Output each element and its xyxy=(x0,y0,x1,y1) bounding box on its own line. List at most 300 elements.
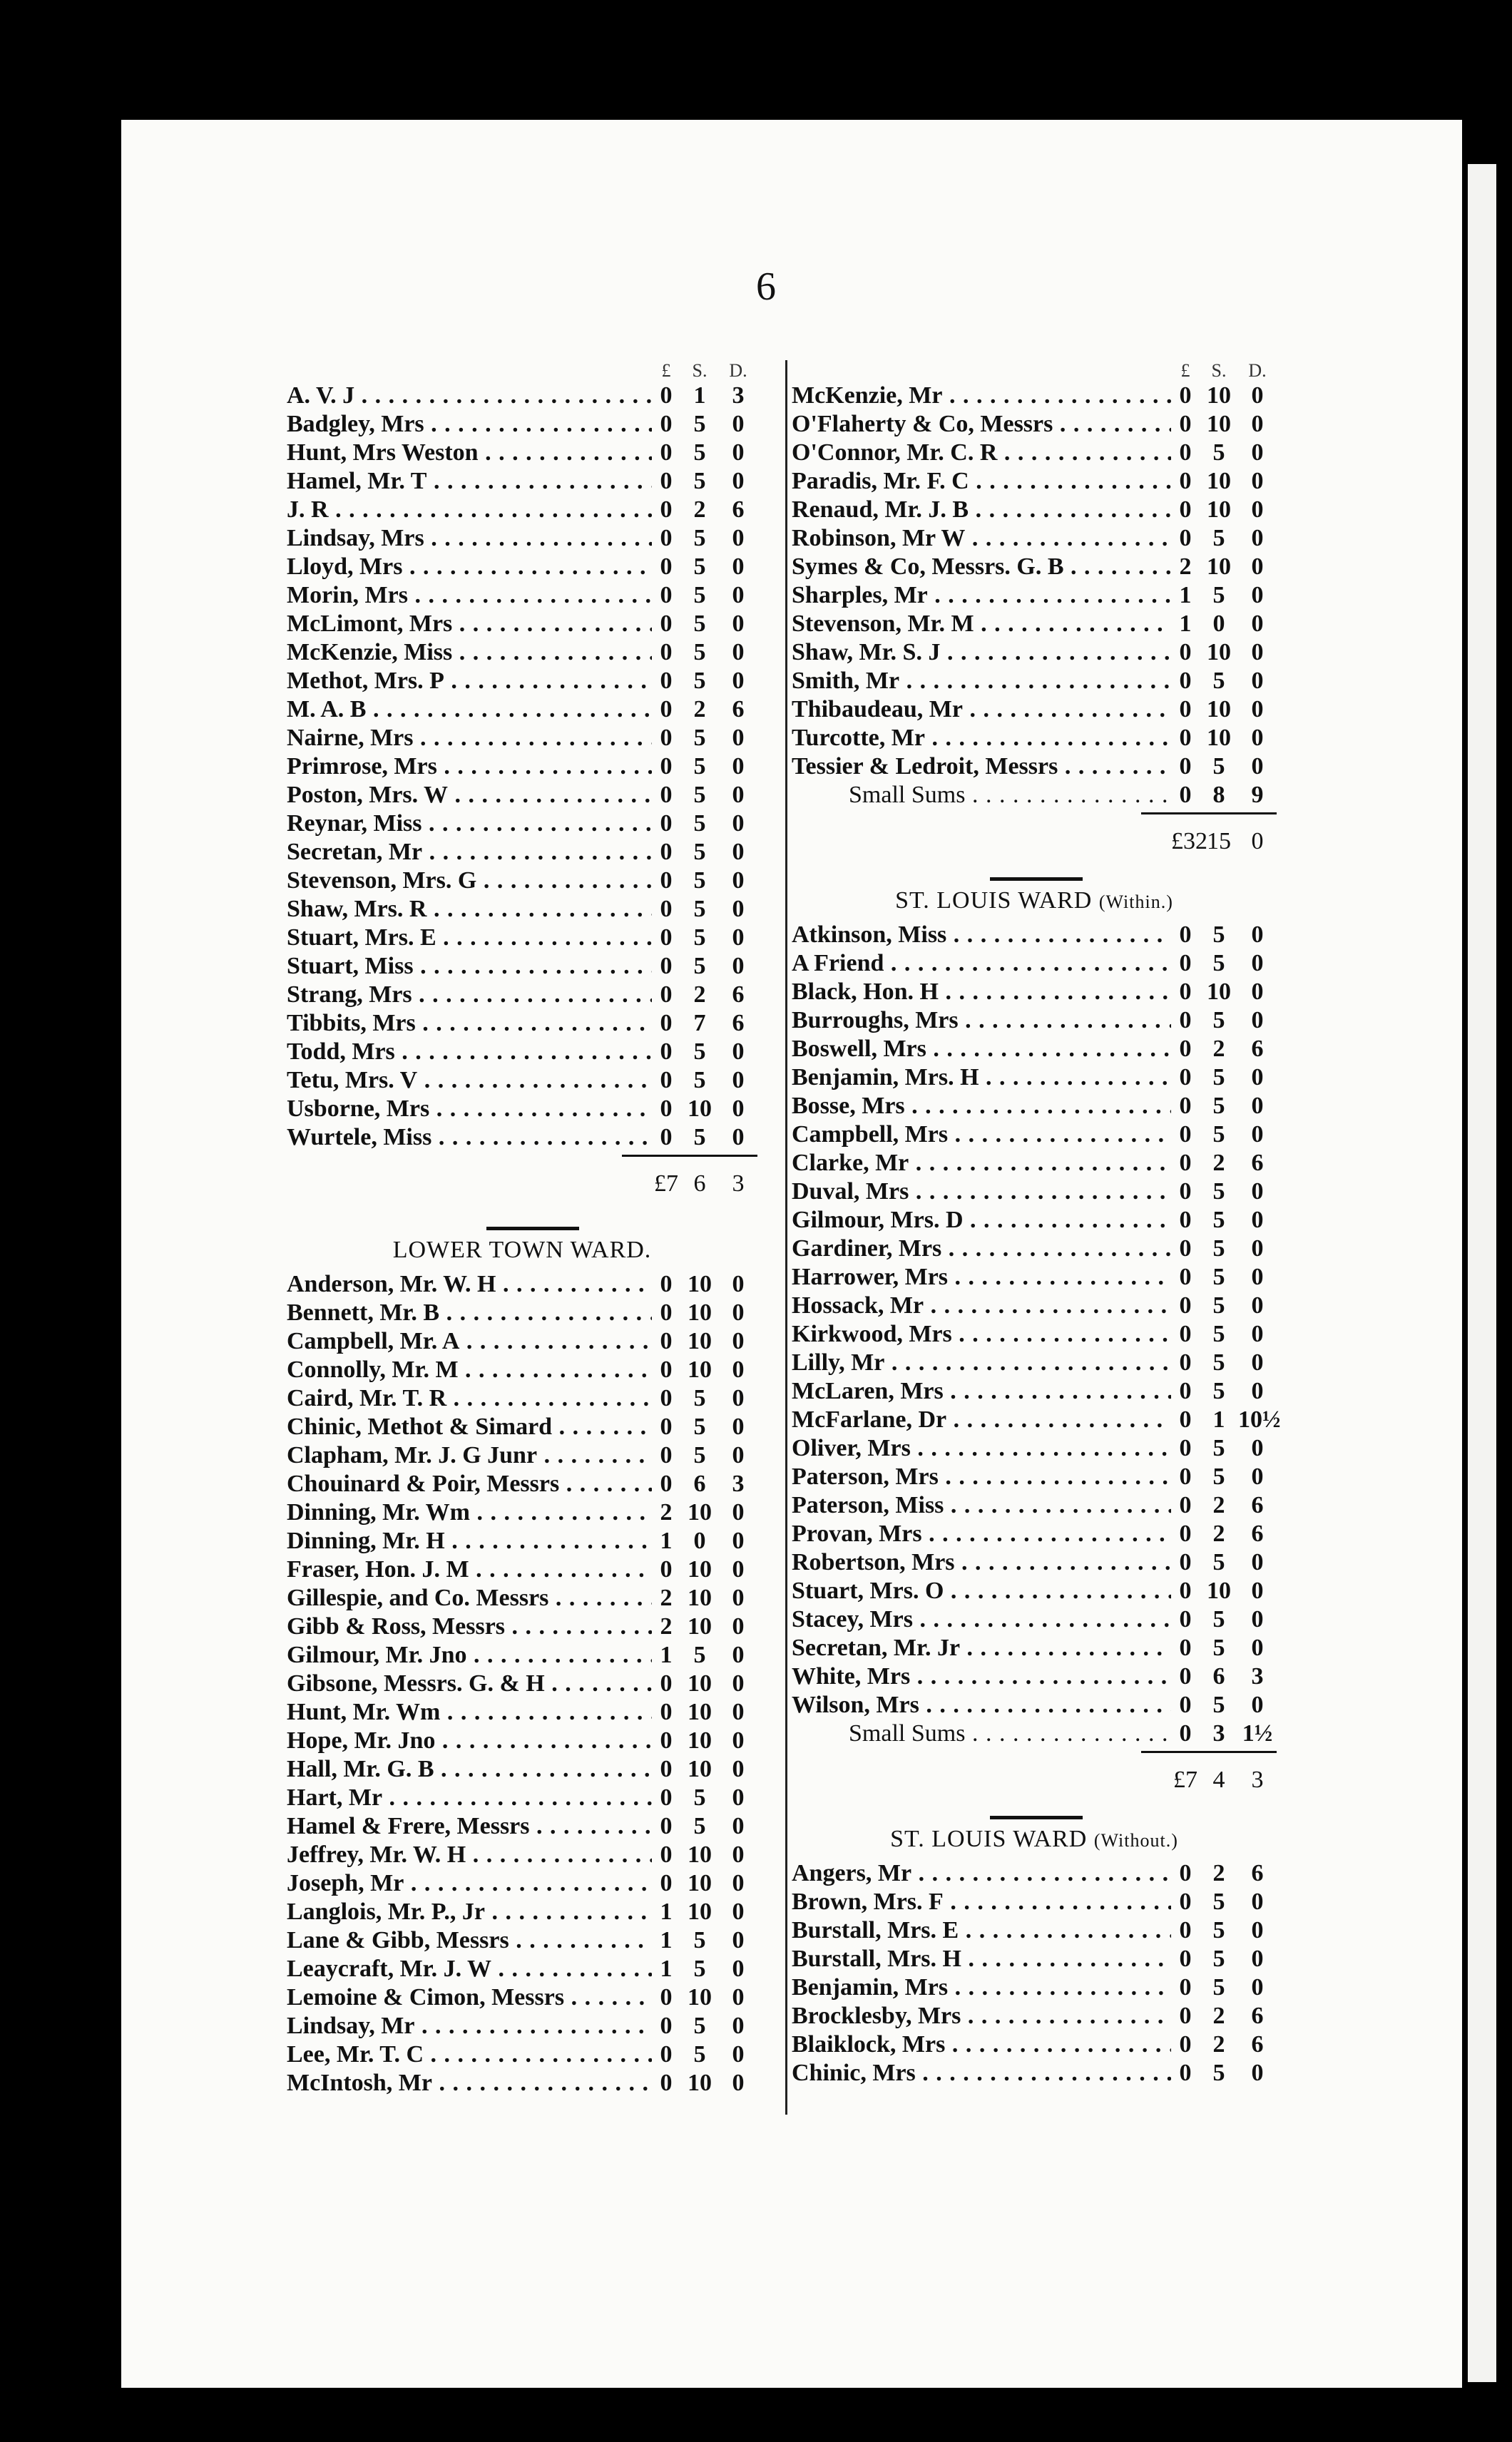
amount-shillings: 2 xyxy=(1212,1150,1225,1176)
subscriber-row xyxy=(287,1356,757,1384)
right-total-row xyxy=(792,827,1277,856)
amount-shillings: 5 xyxy=(693,2013,706,2039)
amount-shillings: 5 xyxy=(693,896,706,922)
amount-pence: 0 xyxy=(1251,1378,1264,1404)
subscriber-name: Paterson, Mrs . . . xyxy=(792,1463,1171,1491)
subscriber-row xyxy=(287,410,757,439)
amount-shillings: 2 xyxy=(1212,2031,1225,2058)
amount-pounds: 0 xyxy=(660,1471,673,1497)
amount-pounds: 0 xyxy=(660,553,673,580)
subscriber-name: Hunt, Mr. Wm . . . xyxy=(287,1698,652,1727)
subscriber-row xyxy=(792,1377,1277,1406)
subscriber-name: Leaycraft, Mr. J. W . . . xyxy=(287,1955,652,1983)
amount-pence: 0 xyxy=(1251,1889,1264,1915)
subscriber-row xyxy=(287,439,757,467)
amount-shillings: 10 xyxy=(1207,725,1231,751)
subscriber-name: Gardiner, Mrs . . . xyxy=(792,1235,1171,1263)
amount-pence: 0 xyxy=(1251,1321,1264,1347)
amount-shillings: 5 xyxy=(693,439,706,466)
amount-shillings: 5 xyxy=(693,725,706,751)
subscriber-name: Atkinson, Miss . . . xyxy=(792,921,1171,949)
small-sums-row xyxy=(792,1720,1277,1748)
amount-pounds: 0 xyxy=(1179,1406,1192,1433)
amount-shillings: 2 xyxy=(1212,1521,1225,1547)
subscriber-row xyxy=(792,1092,1277,1120)
subscriber-name: Hamel & Frere, Messrs . . . xyxy=(287,1812,652,1841)
amount-shillings: 8 xyxy=(1212,782,1225,808)
amount-shillings: 5 xyxy=(1212,1917,1225,1943)
subscriber-row xyxy=(287,553,757,581)
amount-shillings: 5 xyxy=(693,782,706,808)
amount-shillings: 5 xyxy=(693,1956,706,1982)
amount-pence: 0 xyxy=(732,1528,745,1554)
st-louis-without-title xyxy=(792,1819,1277,1859)
amount-pence: 0 xyxy=(732,1813,745,1839)
amount-pounds: 0 xyxy=(1179,382,1192,409)
amount-pence: 0 xyxy=(1251,2060,1264,2086)
amount-pence: 0 xyxy=(732,782,745,808)
subscriber-row xyxy=(792,524,1277,553)
amount-shillings: 0 xyxy=(1212,610,1225,637)
subscriber-name: Paterson, Miss . . . xyxy=(792,1491,1171,1520)
amount-shillings: 5 xyxy=(693,668,706,694)
subscriber-name: O'Connor, Mr. C. R . . . xyxy=(792,439,1171,467)
subscriber-row xyxy=(287,1441,757,1470)
subscriber-row xyxy=(792,1406,1281,1434)
subscriber-row xyxy=(287,1270,757,1299)
amount-shillings: 7 xyxy=(693,1010,706,1036)
amount-pounds: 0 xyxy=(1179,696,1192,722)
subscriber-row xyxy=(287,809,757,838)
subscriber-name: Secretan, Mr . . . xyxy=(287,838,652,867)
subscriber-row xyxy=(287,467,757,496)
amount-pounds: 1 xyxy=(1179,582,1192,608)
subscriber-name: Hall, Mr. G. B . . . xyxy=(287,1755,652,1784)
amount-pounds: 0 xyxy=(660,1813,673,1839)
subscriber-row xyxy=(287,1327,757,1356)
amount-pounds: 0 xyxy=(1179,921,1192,948)
amount-shillings: 5 xyxy=(1212,1292,1225,1319)
amount-shillings: 2 xyxy=(693,496,706,523)
subscriber-name: Lindsay, Mr . . . xyxy=(287,2012,652,2040)
amount-shillings: 6 xyxy=(1212,1663,1225,1690)
subscriber-row xyxy=(792,1945,1277,1973)
subscriber-name: Chouinard & Poir, Messrs . . . xyxy=(287,1470,652,1498)
shillings-header: S. xyxy=(1211,360,1227,381)
subscriber-row xyxy=(792,467,1277,496)
amount-shillings: 6 xyxy=(693,1471,706,1497)
amount-pounds: 0 xyxy=(660,1385,673,1411)
amount-shillings: 5 xyxy=(693,1442,706,1468)
amount-pence: 6 xyxy=(732,696,745,722)
amount-shillings: 5 xyxy=(1212,1946,1225,1972)
amount-shillings: 10 xyxy=(1207,1578,1231,1604)
amount-pounds: 0 xyxy=(660,525,673,551)
amount-pounds: 0 xyxy=(660,696,673,722)
amount-shillings: 5 xyxy=(1212,1378,1225,1404)
amount-shillings: 10 xyxy=(688,1670,712,1697)
amount-shillings: 10 xyxy=(688,1499,712,1526)
subscriber-name: Oliver, Mrs . . . xyxy=(792,1434,1171,1463)
subscriber-row xyxy=(287,1955,757,1983)
amount-pence: 0 xyxy=(732,1414,745,1440)
section-title-text: ST. LOUIS WARD xyxy=(895,887,1093,914)
amount-pence: 6 xyxy=(732,981,745,1008)
amount-pounds: 0 xyxy=(660,1784,673,1811)
subscriber-name: Stevenson, Mr. M . . . xyxy=(792,610,1171,638)
subscriber-name: A Friend . . . xyxy=(792,949,1171,978)
amount-pence: 0 xyxy=(732,839,745,865)
currency-header xyxy=(792,360,1277,382)
amount-shillings: 10 xyxy=(688,1870,712,1896)
subscriber-name: Chinic, Methot & Simard . . . xyxy=(287,1413,652,1441)
subscriber-name: Angers, Mr . . . xyxy=(792,1859,1171,1888)
subscriber-name: Lilly, Mr . . . xyxy=(792,1349,1171,1377)
amount-pounds: 0 xyxy=(1179,1635,1192,1661)
amount-pounds: 0 xyxy=(660,1299,673,1326)
amount-pence: 0 xyxy=(1251,1946,1264,1972)
amount-pence: 0 xyxy=(1251,1578,1264,1604)
amount-pounds: 0 xyxy=(660,439,673,466)
amount-shillings: 5 xyxy=(693,1784,706,1811)
subscriber-row xyxy=(287,1784,757,1812)
amount-pounds: 0 xyxy=(1179,1663,1192,1690)
subscriber-row xyxy=(792,1235,1277,1263)
subscriber-name: Benjamin, Mrs . . . xyxy=(792,1973,1171,2002)
subscriber-name: Primrose, Mrs . . . xyxy=(287,752,652,781)
amount-pounds: 0 xyxy=(1179,1121,1192,1148)
amount-pence: 0 xyxy=(1251,921,1264,948)
subscriber-row xyxy=(287,1555,757,1584)
amount-pence: 0 xyxy=(1251,1207,1264,1233)
amount-pence: 0 xyxy=(732,525,745,551)
amount-shillings: 5 xyxy=(1212,582,1225,608)
amount-pounds: 0 xyxy=(1179,525,1192,551)
subscriber-row xyxy=(792,553,1277,581)
amount-pence: 0 xyxy=(1251,468,1264,494)
subscriber-row xyxy=(287,1983,757,2012)
amount-pounds: 0 xyxy=(1179,496,1192,523)
amount-shillings: 0 xyxy=(693,1528,706,1554)
amount-pence: 0 xyxy=(732,896,745,922)
amount-pounds: 0 xyxy=(660,1010,673,1036)
amount-shillings: 2 xyxy=(1212,1036,1225,1062)
subscriber-name: Hope, Mr. Jno . . . xyxy=(287,1727,652,1755)
subscriber-row xyxy=(287,838,757,867)
amount-shillings: 5 xyxy=(1212,1207,1225,1233)
amount-shillings: 5 xyxy=(1212,1264,1225,1290)
amount-pounds: 0 xyxy=(1179,1235,1192,1262)
subscriber-row xyxy=(287,1670,757,1698)
amount-pounds: 0 xyxy=(1179,1093,1192,1119)
amount-shillings: 10 xyxy=(1207,553,1231,580)
amount-pence: 0 xyxy=(1251,1463,1264,1490)
amount-pence: 0 xyxy=(732,1613,745,1640)
subscriber-name: Gibb & Ross, Messrs . . . xyxy=(287,1613,652,1641)
subscriber-row xyxy=(792,1520,1277,1548)
amount-pounds: 0 xyxy=(660,1556,673,1583)
amount-pence: 0 xyxy=(1251,1692,1264,1718)
amount-shillings: 10 xyxy=(1207,382,1231,409)
amount-pounds: 2 xyxy=(660,1499,673,1526)
subscriber-name: McLaren, Mrs . . . xyxy=(792,1377,1171,1406)
amount-pence: 6 xyxy=(1251,1521,1264,1547)
subscriber-row xyxy=(792,1577,1277,1605)
subscriber-name: Lindsay, Mrs . . . xyxy=(287,524,652,553)
subscriber-row xyxy=(287,1613,757,1641)
subscriber-name: Fraser, Hon. J. M . . . xyxy=(287,1555,652,1584)
amount-shillings: 5 xyxy=(693,1038,706,1065)
amount-shillings: 10 xyxy=(1207,468,1231,494)
subscriber-row xyxy=(792,1888,1277,1916)
subscriber-row xyxy=(287,1527,757,1555)
amount-pence: 0 xyxy=(732,1927,745,1953)
left-total-row xyxy=(287,1170,757,1198)
subscriber-row xyxy=(287,1066,757,1095)
amount-shillings: 5 xyxy=(693,1927,706,1953)
amount-pounds: 1 xyxy=(1179,610,1192,637)
subscriber-row xyxy=(287,924,757,952)
amount-shillings: 5 xyxy=(1212,1435,1225,1461)
amount-pounds: 1 xyxy=(660,1927,673,1953)
amount-shillings: 10 xyxy=(688,1328,712,1354)
amount-pence: 0 xyxy=(732,468,745,494)
amount-pence: 0 xyxy=(732,1556,745,1583)
amount-pounds: 0 xyxy=(1179,1178,1192,1205)
amount-pounds: 0 xyxy=(1179,1917,1192,1943)
amount-pounds: 0 xyxy=(1179,950,1192,976)
amount-pence: 0 xyxy=(732,1841,745,1868)
page-edge xyxy=(1468,164,1496,2382)
amount-shillings: 2 xyxy=(693,981,706,1008)
subscriber-row xyxy=(792,2059,1277,2088)
amount-pence: 0 xyxy=(732,1299,745,1326)
subscriber-row xyxy=(792,2030,1277,2059)
subscriber-name: Caird, Mr. T. R . . . xyxy=(287,1384,652,1413)
amount-pence: 0 xyxy=(732,1699,745,1725)
amount-pounds: 0 xyxy=(1179,468,1192,494)
amount-shillings: 5 xyxy=(1212,1692,1225,1718)
amount-pence: 0 xyxy=(1251,668,1264,694)
amount-pence: 0 xyxy=(1251,439,1264,466)
subscriber-name: Stuart, Miss . . . xyxy=(287,952,652,981)
subscriber-name: Smith, Mr . . . xyxy=(792,667,1171,695)
amount-pounds: 0 xyxy=(660,1067,673,1093)
subscriber-name: Symes & Co, Messrs. G. B . . . xyxy=(792,553,1171,581)
amount-pounds: 0 xyxy=(1179,1435,1192,1461)
amount-pounds: 0 xyxy=(660,867,673,894)
amount-pence: 0 xyxy=(1251,1235,1264,1262)
subscriber-row xyxy=(792,410,1277,439)
amount-pence: 0 xyxy=(1251,1435,1264,1461)
subscriber-row xyxy=(792,1177,1277,1206)
total-pence: 0 xyxy=(1251,828,1264,854)
amount-shillings: 5 xyxy=(1212,1635,1225,1661)
amount-shillings: 5 xyxy=(693,753,706,780)
amount-pence: 6 xyxy=(732,1010,745,1036)
subscriber-row xyxy=(792,1548,1277,1577)
amount-pence: 0 xyxy=(1251,1292,1264,1319)
amount-shillings: 5 xyxy=(1212,1064,1225,1090)
amount-pounds: 0 xyxy=(1179,1064,1192,1090)
amount-pounds: 0 xyxy=(1179,1521,1192,1547)
amount-pounds: 0 xyxy=(1179,1889,1192,1915)
amount-pounds: 0 xyxy=(1179,753,1192,780)
small-sums-label: Small Sums . . . xyxy=(849,1720,1171,1748)
amount-shillings: 5 xyxy=(1212,1606,1225,1633)
total-shillings: 6 xyxy=(693,1170,706,1197)
amount-pounds: 0 xyxy=(660,1727,673,1754)
amount-shillings: 5 xyxy=(693,553,706,580)
small-sums-label: Small Sums . . . xyxy=(849,781,1171,809)
amount-pence: 0 xyxy=(732,2013,745,2039)
amount-pence: 0 xyxy=(1251,1635,1264,1661)
subscriber-row xyxy=(792,978,1277,1006)
amount-pence: 0 xyxy=(732,1124,745,1150)
subscriber-name: Kirkwood, Mrs . . . xyxy=(792,1320,1171,1349)
amount-pounds: 0 xyxy=(1179,1578,1192,1604)
subscriber-row xyxy=(287,867,757,895)
amount-pounds: 0 xyxy=(660,1271,673,1297)
subscriber-row xyxy=(792,1605,1277,1634)
subscriber-name: Renaud, Mr. J. B . . . xyxy=(792,496,1171,524)
subscriber-name: Dinning, Mr. H . . . xyxy=(287,1527,652,1555)
total-rule xyxy=(622,1155,757,1157)
amount-pounds: 0 xyxy=(1179,1378,1192,1404)
amount-pounds: 0 xyxy=(660,1414,673,1440)
amount-shillings: 10 xyxy=(688,1727,712,1754)
subscriber-name: Methot, Mrs. P . . . xyxy=(287,667,652,695)
amount-pounds: 0 xyxy=(1179,1036,1192,1062)
amount-pounds: 0 xyxy=(660,1038,673,1065)
subscriber-name: Wurtele, Miss . . . xyxy=(287,1123,652,1152)
subscriber-name: Jeffrey, Mr. W. H . . . xyxy=(287,1841,652,1869)
section-title-text: ST. LOUIS WARD xyxy=(890,1826,1088,1852)
right-column xyxy=(792,360,1281,2088)
amount-pence: 0 xyxy=(1251,753,1264,780)
amount-pence: 6 xyxy=(1251,1150,1264,1176)
subscriber-name: Robertson, Mrs . . . xyxy=(792,1548,1171,1577)
subscriber-row xyxy=(287,1869,757,1898)
amount-pence: 0 xyxy=(732,2070,745,2096)
subscriber-row xyxy=(792,1206,1277,1235)
subscriber-row xyxy=(287,524,757,553)
amount-pence: 0 xyxy=(732,1984,745,2011)
amount-pounds: 0 xyxy=(660,1124,673,1150)
amount-pounds: 0 xyxy=(660,753,673,780)
amount-pence: 0 xyxy=(1251,411,1264,437)
amount-pence: 0 xyxy=(1251,382,1264,409)
amount-shillings: 5 xyxy=(693,1642,706,1668)
subscriber-name: M. A. B . . . xyxy=(287,695,652,724)
amount-shillings: 10 xyxy=(1207,979,1231,1005)
subscriber-name: Joseph, Mr . . . xyxy=(287,1869,652,1898)
amount-pence: 0 xyxy=(1251,639,1264,665)
amount-pence: 3 xyxy=(1251,1663,1264,1690)
subscriber-name: Hamel, Mr. T . . . xyxy=(287,467,652,496)
amount-pence: 0 xyxy=(732,1385,745,1411)
amount-pence: 0 xyxy=(732,439,745,466)
subscriber-row xyxy=(792,1491,1277,1520)
subscriber-row xyxy=(792,581,1277,610)
subscriber-name: Campbell, Mr. A . . . xyxy=(287,1327,652,1356)
amount-shillings: 5 xyxy=(693,953,706,979)
amount-shillings: 2 xyxy=(1212,1860,1225,1886)
amount-pence: 0 xyxy=(732,1670,745,1697)
subscriber-name: Langlois, Mr. P., Jr . . . xyxy=(287,1898,652,1926)
subscriber-name: Tessier & Ledroit, Messrs . . . xyxy=(792,752,1171,781)
amount-shillings: 10 xyxy=(688,1271,712,1297)
subscriber-row xyxy=(287,581,757,610)
subscriber-row xyxy=(287,1299,757,1327)
amount-pence: 0 xyxy=(732,1499,745,1526)
amount-pounds: 0 xyxy=(660,468,673,494)
amount-shillings: 5 xyxy=(693,582,706,608)
subscriber-row xyxy=(287,1498,757,1527)
subscriber-row xyxy=(792,382,1277,410)
amount-pounds: 0 xyxy=(1179,1463,1192,1490)
amount-pence: 0 xyxy=(1251,1549,1264,1575)
amount-pence: 0 xyxy=(732,668,745,694)
subscriber-name: Hart, Mr . . . xyxy=(287,1784,652,1812)
section-title-suffix: (Without.) xyxy=(1093,1830,1178,1851)
total-pounds: £7 xyxy=(1173,1767,1197,1793)
amount-pounds: 0 xyxy=(1179,1349,1192,1376)
amount-pounds: 0 xyxy=(660,411,673,437)
subscriber-row xyxy=(792,949,1277,978)
subscriber-name: Lemoine & Cimon, Messrs . . . xyxy=(287,1983,652,2012)
total-pounds: £32 xyxy=(1171,828,1207,854)
amount-pounds: 0 xyxy=(660,981,673,1008)
amount-pounds: 0 xyxy=(1179,782,1192,808)
amount-pence: 0 xyxy=(1251,1064,1264,1090)
amount-pounds: 0 xyxy=(1179,1150,1192,1176)
amount-pounds: 0 xyxy=(660,839,673,865)
amount-pence: 0 xyxy=(732,1727,745,1754)
subscriber-row xyxy=(287,2040,757,2069)
amount-pence: 10½ xyxy=(1238,1406,1281,1433)
subscriber-name: Provan, Mrs . . . xyxy=(792,1520,1171,1548)
subscriber-row xyxy=(792,921,1277,949)
subscriber-row xyxy=(287,1812,757,1841)
subscriber-row xyxy=(792,496,1277,524)
amount-pounds: 0 xyxy=(1179,2031,1192,2058)
amount-pounds: 0 xyxy=(1179,1692,1192,1718)
subscriber-row xyxy=(287,1727,757,1755)
amount-pounds: 0 xyxy=(1179,2060,1192,2086)
amount-pounds: 0 xyxy=(1179,439,1192,466)
subscriber-name: Robinson, Mr W . . . xyxy=(792,524,1171,553)
subscriber-name: Stacey, Mrs . . . xyxy=(792,1605,1171,1634)
within-total-row xyxy=(792,1766,1277,1794)
subscriber-row xyxy=(287,952,757,981)
amount-shillings: 5 xyxy=(693,810,706,837)
subscriber-row xyxy=(287,1470,757,1498)
subscriber-name: Dinning, Mr. Wm . . . xyxy=(287,1498,652,1527)
subscriber-row xyxy=(287,1038,757,1066)
right-entry-list xyxy=(792,382,1277,781)
amount-pence: 6 xyxy=(732,496,745,523)
amount-pence: 0 xyxy=(1251,1606,1264,1633)
amount-pounds: 0 xyxy=(1179,1321,1192,1347)
subscriber-name: Clarke, Mr . . . xyxy=(792,1149,1171,1177)
amount-pounds: 1 xyxy=(660,1899,673,1925)
amount-pence: 0 xyxy=(1251,1178,1264,1205)
subscriber-name: Wilson, Mrs . . . xyxy=(792,1691,1171,1720)
subscriber-name: Sharples, Mr . . . xyxy=(792,581,1171,610)
subscriber-row xyxy=(792,1263,1277,1292)
subscriber-name: Connolly, Mr. M . . . xyxy=(287,1356,652,1384)
